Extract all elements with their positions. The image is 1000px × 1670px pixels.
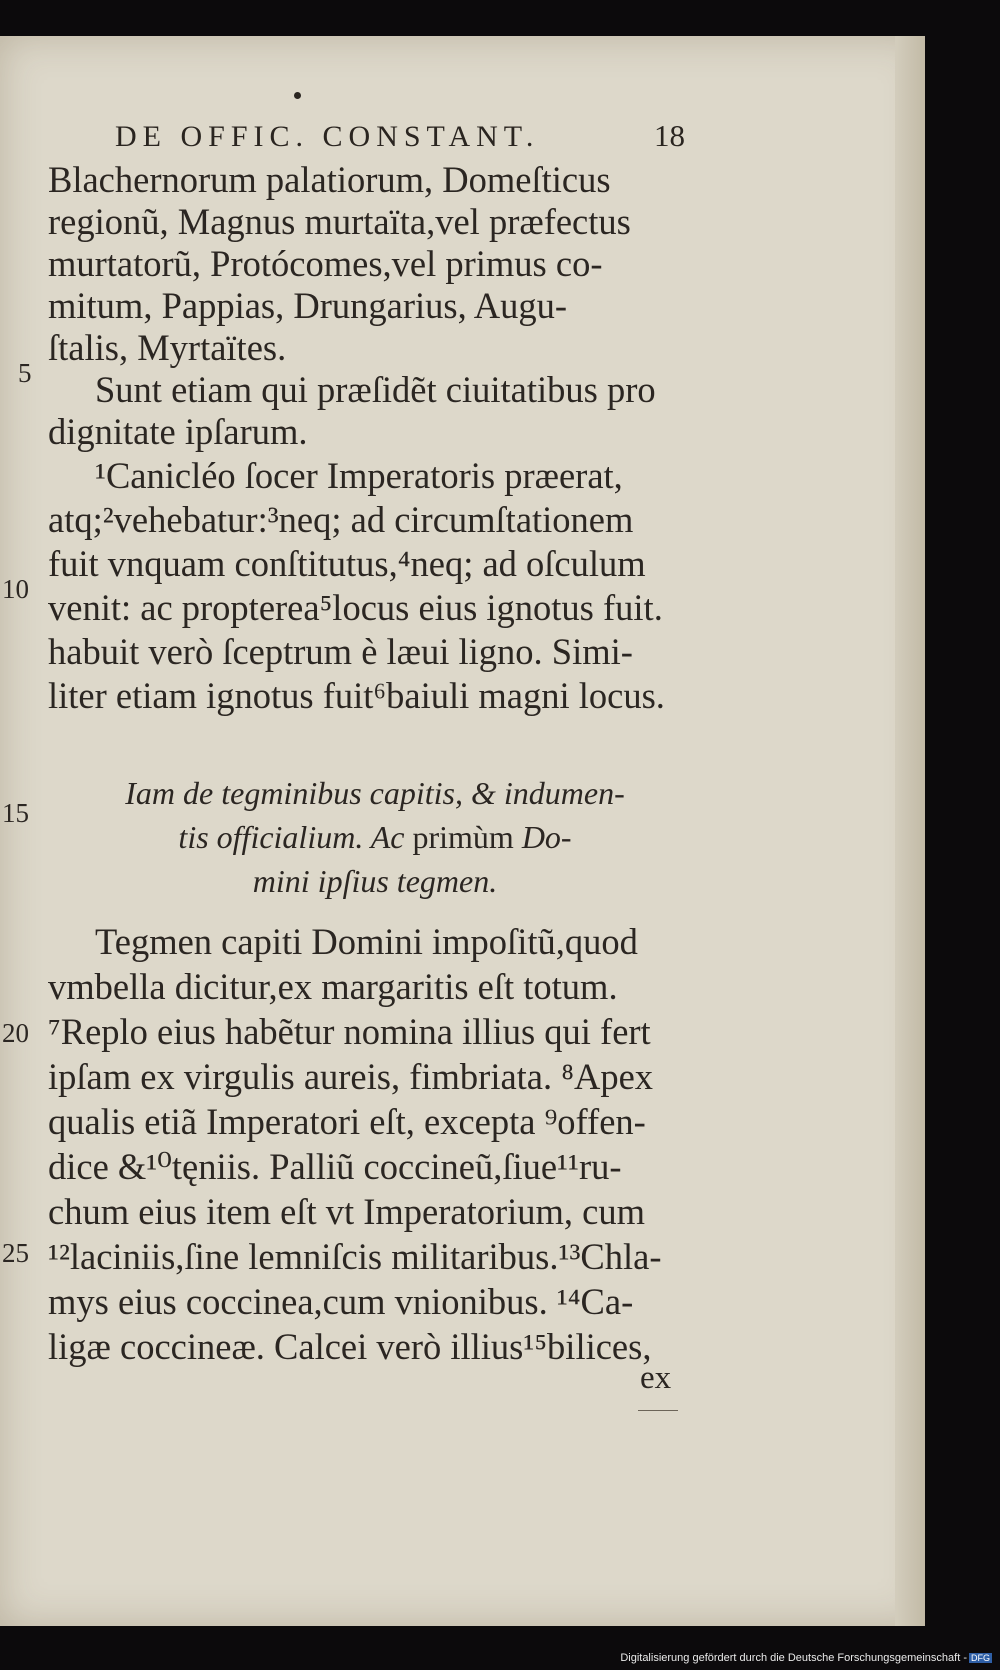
text-line: vmbella dicitur,ex margaritis eſt totum.: [48, 966, 618, 1007]
digitization-credit: [620, 1652, 992, 1664]
text-line: ipſam ex virgulis aureis, fimbriata. ⁸Apex: [48, 1056, 654, 1097]
catchword: ex: [640, 1360, 672, 1396]
margin-line-number: 5: [18, 358, 32, 388]
text-line: mys eius coccinea,cum vnionibus. ¹⁴Ca-: [48, 1281, 634, 1322]
title-roman-text: primùm: [404, 819, 522, 855]
text-line: qualis etiã Imperatori eſt, excepta ⁹offen-: [48, 1101, 646, 1142]
text-line: regionũ, Magnus murtaïta,vel præfectus: [48, 201, 631, 242]
text-line: ⁷Replo eius habẽtur nomina illius qui fert: [48, 1011, 651, 1052]
text-line: ¹Canicléo ſocer Imperatoris præerat,: [95, 455, 623, 496]
section-title-line: [70, 815, 680, 859]
text-line: chum eius item eſt vt Imperatorium, cum: [48, 1191, 646, 1232]
text-line: dignitate ipſarum.: [48, 411, 308, 452]
text-line: Tegmen capiti Domini impoſitũ,quod: [95, 921, 638, 962]
margin-line-number: 20: [2, 1018, 29, 1048]
section-title-line: mini ipſius tegmen.: [252, 863, 498, 899]
text-line: ligæ coccineæ. Calcei verò illius¹⁵bilices,: [48, 1326, 652, 1367]
title-italic-text: Do-: [521, 819, 572, 855]
text-line: liter etiam ignotus fuit⁶baiuli magni locus.: [48, 675, 665, 716]
text-line: fuit vnquam conſtitutus,⁴neq; ad oſculum: [48, 543, 646, 584]
text-line: ſtalis, Myrtaïtes.: [48, 327, 287, 368]
title-italic-text: tis officialium. Ac: [178, 819, 405, 855]
running-title: DE OFFIC. CONSTANT.: [115, 120, 540, 153]
margin-line-number: 10: [2, 574, 29, 604]
text-line: atq;²vehebatur:³neq; ad circumſtationem: [48, 499, 634, 540]
page-number: 18: [654, 118, 685, 153]
text-line: Blachernorum palatiorum, Domeſticus: [48, 159, 611, 200]
margin-line-number: 15: [2, 798, 29, 828]
text-line: mitum, Pappias, Drungarius, Augu-: [48, 285, 568, 326]
printer-dot: [294, 92, 301, 99]
page-edge: [895, 36, 925, 1626]
section-title-line: Iam de tegminibus capitis, & indumen-: [125, 775, 625, 811]
text-line: habuit verò ſceptrum è læui ligno. Simi-: [48, 631, 633, 672]
text-line: dice &¹⁰tęniis. Palliũ coccineũ,ſiue¹¹ru-: [48, 1146, 622, 1187]
text-line: ¹²laciniis,ſine lemniſcis militaribus.¹³Chla-: [48, 1236, 662, 1277]
dfg-logo: DFG: [971, 1653, 990, 1663]
credit-text: Digitalisierung gefördert durch die Deutsche Forschungsgemeinschaft -: [620, 1652, 967, 1664]
margin-line-number: 25: [2, 1238, 29, 1268]
text-line: venit: ac propterea⁵locus eius ignotus fuit.: [48, 587, 663, 628]
text-line: Sunt etiam qui præſidẽt ciuitatibus pro: [95, 369, 656, 410]
text-line: murtatorũ, Protócomes,vel primus co-: [48, 243, 603, 284]
catchword-rule: [638, 1410, 678, 1411]
